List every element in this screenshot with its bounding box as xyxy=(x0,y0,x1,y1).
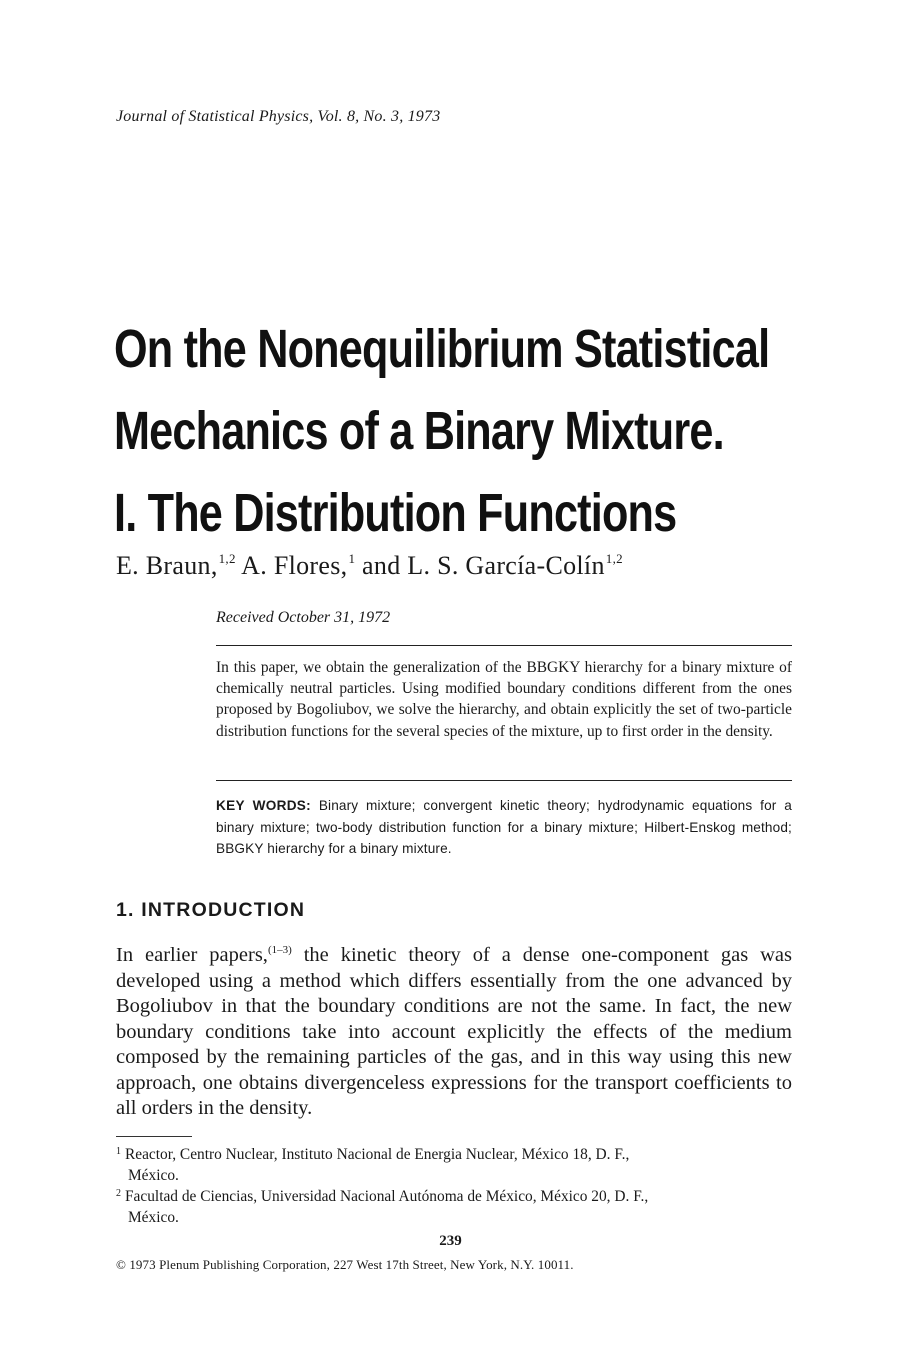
section-heading: 1. INTRODUCTION xyxy=(116,899,306,921)
page-number: 239 xyxy=(439,1233,462,1249)
footnote-text-continued: México. xyxy=(128,1166,179,1184)
footnote-text-continued: México. xyxy=(128,1208,179,1226)
introduction-paragraph xyxy=(116,938,792,1122)
paper-title xyxy=(114,308,770,554)
footnote-text: Reactor, Centro Nuclear, Instituto Nacional de Energia Nuclear, México 18, D. F., xyxy=(125,1146,630,1163)
abstract-top-rule xyxy=(216,645,792,646)
footnote-2 xyxy=(116,1184,792,1228)
received-date: Received October 31, 1972 xyxy=(216,609,391,626)
affiliation-mark: 1 xyxy=(348,551,356,566)
title-line-1: On the Nonequilibrium Statistical xyxy=(114,319,770,379)
intro-text-start: In earlier papers, xyxy=(116,944,268,966)
key-words-text: Binary mixture; convergent kinetic theory; hydrodynamic equations for a binary mixture; two-body distribution function for a binary mixture; Hilbert-Enskog method; BBGKY hierarchy for a binary mixture. xyxy=(216,798,792,856)
journal-citation: Journal of Statistical Physics, Vol. 8, No. 3, 1973 xyxy=(116,108,441,125)
citation-reference: (1–3) xyxy=(267,944,292,956)
key-words xyxy=(216,795,792,860)
footnote-text: Facultad de Ciencias, Universidad Nacional Autónoma de México, México 20, D. F., xyxy=(125,1188,649,1205)
author-flores: A. Flores, xyxy=(235,551,348,580)
footnote-rule xyxy=(116,1136,192,1137)
affiliation-mark: 1,2 xyxy=(605,551,623,566)
copyright-notice: © 1973 Plenum Publishing Corporation, 227 West 17th Street, New York, N.Y. 10011. xyxy=(116,1257,574,1272)
footnote-mark: 1 xyxy=(116,1146,121,1157)
title-line-2: Mechanics of a Binary Mixture. xyxy=(114,401,724,461)
intro-text-rest: the kinetic theory of a dense one-component gas was developed using a method which differs essentially from the one advanced by Bogoliubov in that the boundary conditions are not the same. In fact, the new boundary conditions take into account explicitly the effects of the medium composed by the remaining particles of the gas, and in this way using this new approach, one obtains divergenceless expressions for the transport coefficients to all orders in the density. xyxy=(116,944,793,1119)
footnote-1 xyxy=(116,1142,792,1186)
abstract-bottom-rule xyxy=(216,780,792,781)
abstract: In this paper, we obtain the generalization of the BBGKY hierarchy for a binary mixture of chemically neutral particles. Using modified boundary conditions different from the ones proposed by Bogoliubov, we solve the hierarchy, and obtain explicitly the set of two-particle distribution functions for the several species of the mixture, up to first order in the density. xyxy=(216,659,792,740)
author-braun: E. Braun, xyxy=(116,551,218,580)
author-garcia-colin: and L. S. García-Colín xyxy=(355,551,605,580)
footnote-mark: 2 xyxy=(116,1188,121,1199)
title-line-3: I. The Distribution Functions xyxy=(114,483,677,543)
author-list xyxy=(116,551,623,581)
affiliation-mark: 1,2 xyxy=(218,551,236,566)
key-words-label: KEY WORDS: xyxy=(216,798,311,813)
